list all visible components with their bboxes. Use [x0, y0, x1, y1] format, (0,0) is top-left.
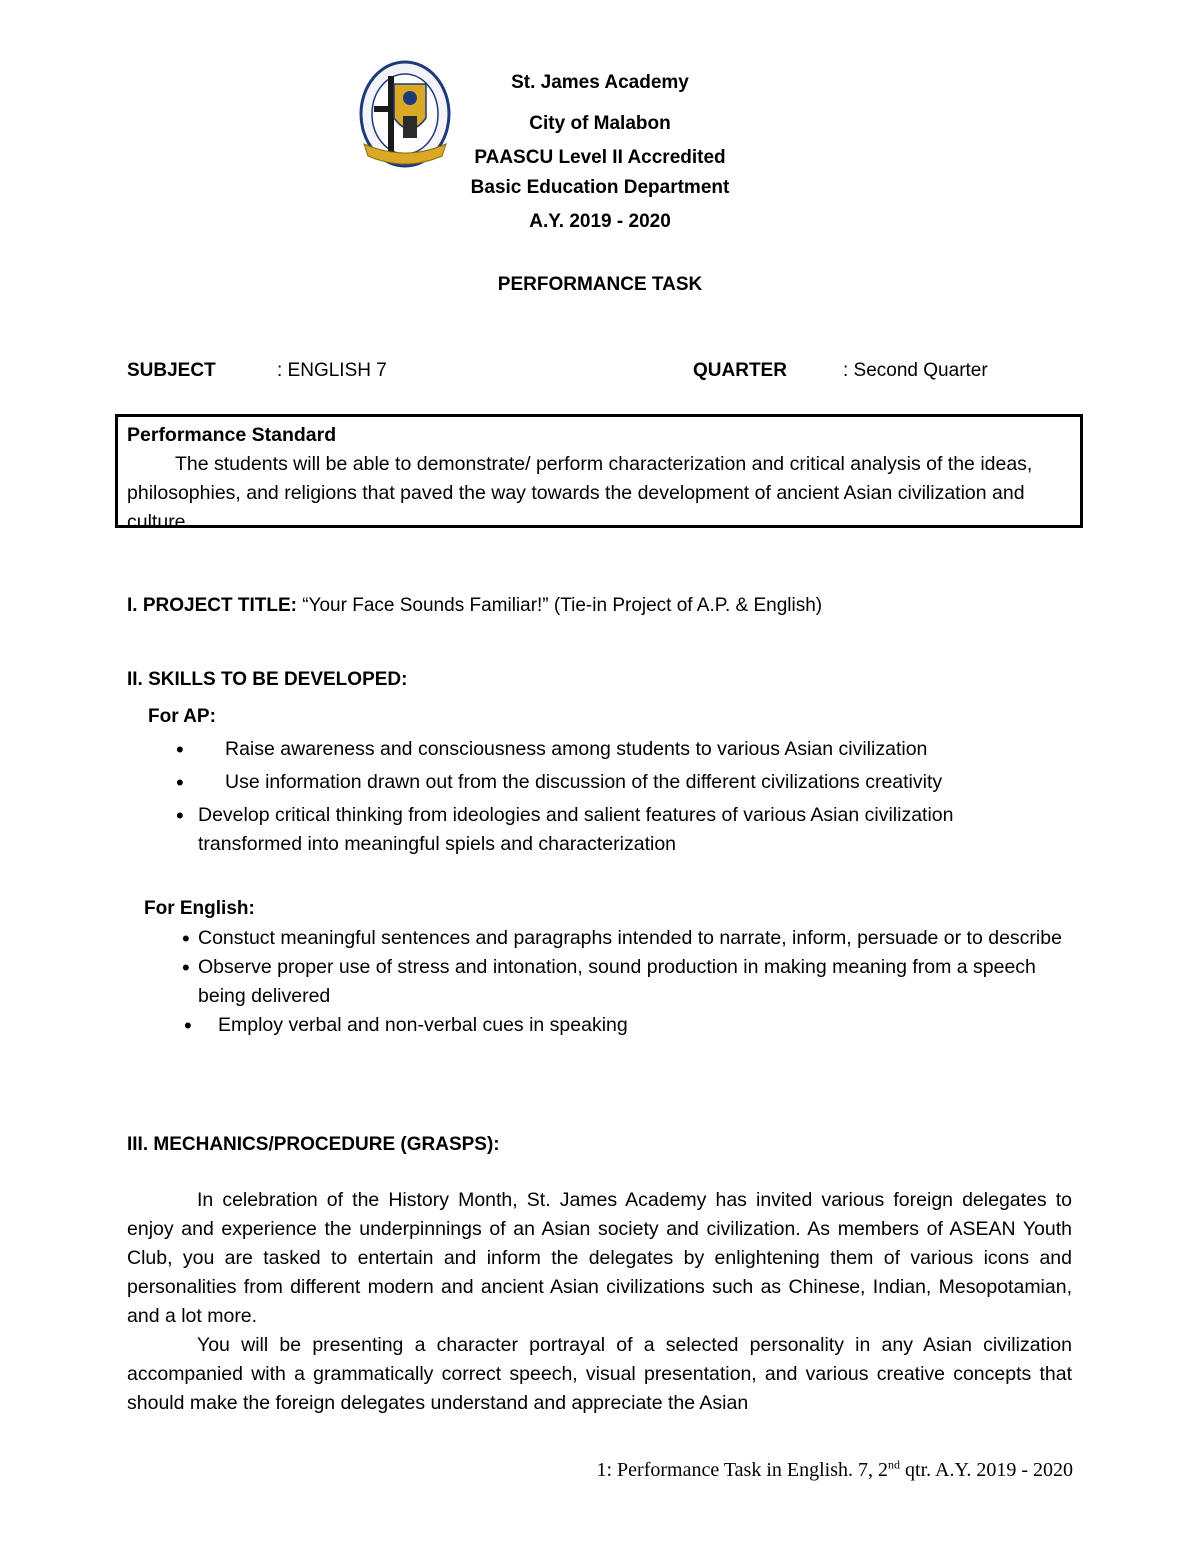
english-skill-text: Observe proper use of stress and intonation, sound production in making meaning from a speech being delivered	[198, 956, 1036, 1007]
subject-value: : ENGLISH 7	[277, 360, 387, 381]
quarter-value: : Second Quarter	[843, 360, 988, 381]
bullet-icon: •	[184, 1013, 192, 1038]
english-skill-text: Constuct meaningful sentences and paragraphs intended to narrate, inform, persuade or to describe	[198, 927, 1062, 949]
school-city: City of Malabon	[529, 113, 671, 134]
project-title-text: “Your Face Sounds Familiar!” (Tie-in Project of A.P. & English)	[302, 595, 823, 616]
bullet-icon: •	[176, 737, 184, 762]
footer-ordinal: nd	[888, 1457, 901, 1472]
ap-skill-text: Raise awareness and consciousness among students to various Asian civilization	[225, 738, 928, 760]
ap-skill-text: Develop critical thinking from ideologies and salient features of various Asian civilization transformed into meaningful spiels and characterization	[198, 804, 954, 855]
ap-skill-text: Use information drawn out from the discussion of the different civilizations creativity	[225, 771, 943, 793]
ap-skill-list	[176, 735, 1060, 859]
footer-suffix: qtr. A.Y. 2019 - 2020	[900, 1459, 1073, 1481]
list-item	[176, 801, 1060, 859]
accreditation: PAASCU Level II Accredited	[474, 147, 726, 168]
school-name: St. James Academy	[511, 72, 689, 93]
ap-label: For AP:	[148, 706, 216, 727]
english-skill-list	[180, 924, 1080, 1040]
performance-standard-box	[115, 414, 1083, 533]
bullet-icon: •	[182, 955, 190, 980]
mechanics-paragraph-2: You will be presenting a character portrayal of a selected personality in any Asian civilization accompanied with a grammatically correct speech, visual presentation, and various creative concepts that should make the foreign delegates understand and appreciate the Asian	[127, 1334, 1072, 1414]
bullet-icon: •	[176, 803, 184, 828]
quarter-label: QUARTER	[693, 360, 787, 381]
list-item	[176, 768, 1060, 797]
page-footer	[597, 1457, 1074, 1483]
project-title-line	[127, 594, 822, 618]
english-label: For English:	[144, 898, 255, 919]
english-skill-text: Employ verbal and non-verbal cues in speaking	[218, 1014, 628, 1036]
list-item	[180, 1011, 1080, 1040]
skills-heading: II. SKILLS TO BE DEVELOPED:	[127, 669, 408, 690]
performance-standard-text: The students will be able to demonstrate/ perform characterization and critical analysis of the ideas, philosophies, and religions that paved the way towards the development of ancient Asian civilization and culture.	[127, 453, 1033, 533]
academic-year: A.Y. 2019 - 2020	[529, 211, 671, 232]
department: Basic Education Department	[470, 177, 730, 198]
list-item	[180, 953, 1080, 1011]
mechanics-heading: III. MECHANICS/PROCEDURE (GRASPS):	[127, 1134, 500, 1155]
bullet-icon: •	[176, 770, 184, 795]
project-title-label: I. PROJECT TITLE:	[127, 595, 297, 616]
list-item	[176, 735, 1060, 764]
document-title: PERFORMANCE TASK	[497, 274, 703, 295]
subject-label: SUBJECT	[127, 360, 216, 381]
list-item	[180, 924, 1080, 953]
bullet-icon: •	[182, 926, 190, 951]
performance-standard-title: Performance Standard	[127, 424, 337, 446]
mechanics-paragraph-1: In celebration of the History Month, St. James Academy has invited various foreign delegates to enjoy and experience the underpinnings of an Asian society and civilization. As members of ASEAN Youth Club, you are tasked to entertain and inform the delegates by enlightening them of various icons and personalities from different modern and ancient Asian civilizations such as Chinese, Indian, Mesopotamian, and a lot more.	[127, 1189, 1072, 1327]
footer-prefix: 1: Performance Task in English. 7, 2	[596, 1459, 889, 1481]
